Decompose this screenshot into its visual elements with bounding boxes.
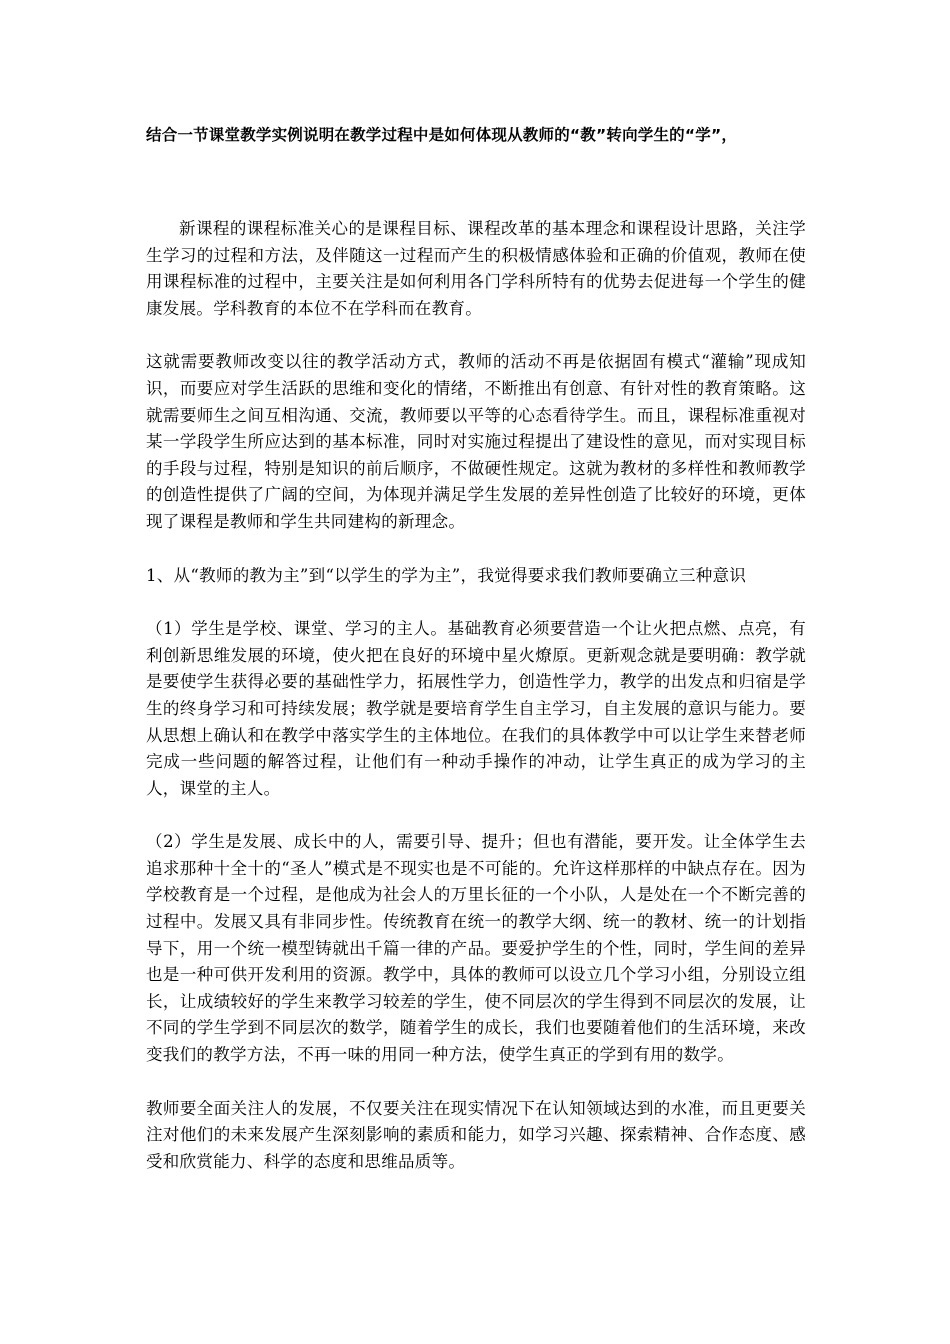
paragraph-conclusion: 教师要全面关注人的发展，不仅要关注在现实情况下在认知领域达到的水准，而且更要关注对他们的未来发展产生深刻影响的素质和能力，如学习兴趣、探索精神、合作态度、感受和欣赏能力、科学的态度和思维品质等。 <box>146 1098 806 1171</box>
paragraph-teaching-change: 这就需要教师改变以往的教学活动方式，教师的活动不再是依据固有模式“灌输”现成知识，而要应对学生活跃的思维和变化的情绪，不断推出有创意、有针对性的教育策略。这就需要师生之间互相沟通、交流，教师要以平等的心态看待学生。而且，课程标准重视对某一学段学生所应达到的基本标准，同时对实施过程提出了建设性的意见，而对实现目标的手段与过程，特别是知识的前后顺序，不做硬性规定。这就为教材的多样性和教师教学的创造性提供了广阔的空间，为体现并满足学生发展的差异性创造了比较好的环境，更体现了课程是教师和学生共同建构的新理念。 <box>146 352 806 531</box>
document-body <box>146 216 806 1175</box>
document-title: 结合一节课堂教学实例说明在教学过程中是如何体现从教师的“教”转向学生的“学”， <box>146 126 738 144</box>
paragraph-intro: 新课程的课程标准关心的是课程目标、课程改革的基本理念和课程设计思路，关注学生学习的过程和方法，及伴随这一过程而产生的积极情感体验和正确的价值观，教师在使用课程标准的过程中，主要关注是如何利用各门学科所特有的优势去促进每一个学生的健康发展。学科教育的本位不在学科而在教育。 <box>146 219 806 318</box>
paragraph-point-2: （2）学生是发展、成长中的人，需要引导、提升；但也有潜能，要开发。让全体学生去追求那种十全十的“圣人”模式是不现实也是不可能的。允许这样那样的中缺点存在。因为学校教育是一个过程，是他成为社会人的万里长征的一个小队，人是处在一个不断完善的过程中。发展又具有非同步性。传统教育在统一的教学大纲、统一的教材、统一的计划指导下，用一个统一模型铸就出千篇一律的产品。要爱护学生的个性，同时，学生间的差异也是一种可供开发利用的资源。教学中，具体的教师可以设立几个学习小组，分别设立组长，让成绩较好的学生来教学习较差的学生，使不同层次的学生得到不同层次的发展，让不同的学生学到不同层次的数学，随着学生的成长，我们也要随着他们的生活环境，来改变我们的教学方法，不再一味的用同一种方法，使学生真正的学到有用的数学。 <box>146 832 806 1065</box>
paragraph-section-heading: 1、从“教师的教为主”到“以学生的学为主”，我觉得要求我们教师要确立三种意识 <box>146 565 747 585</box>
document-page <box>146 122 806 1202</box>
paragraph-point-1: （1）学生是学校、课堂、学习的主人。基础教育必须要营造一个让火把点燃、点亮，有利创新思维发展的环境，使火把在良好的环境中星火燎原。更新观念就是要明确：教学就是要使学生获得必要的基础性学力，拓展性学力，创造性学力，教学的出发点和归宿是学生的终身学习和可持续发展；教学就是要培育学生自主学习，自主发展的意识与能力。要从思想上确认和在教学中落实学生的主体地位。在我们的具体教学中可以让学生来替老师完成一些问题的解答过程，让他们有一种动手操作的冲动，让学生真正的成为学习的主人，课堂的主人。 <box>146 619 806 798</box>
